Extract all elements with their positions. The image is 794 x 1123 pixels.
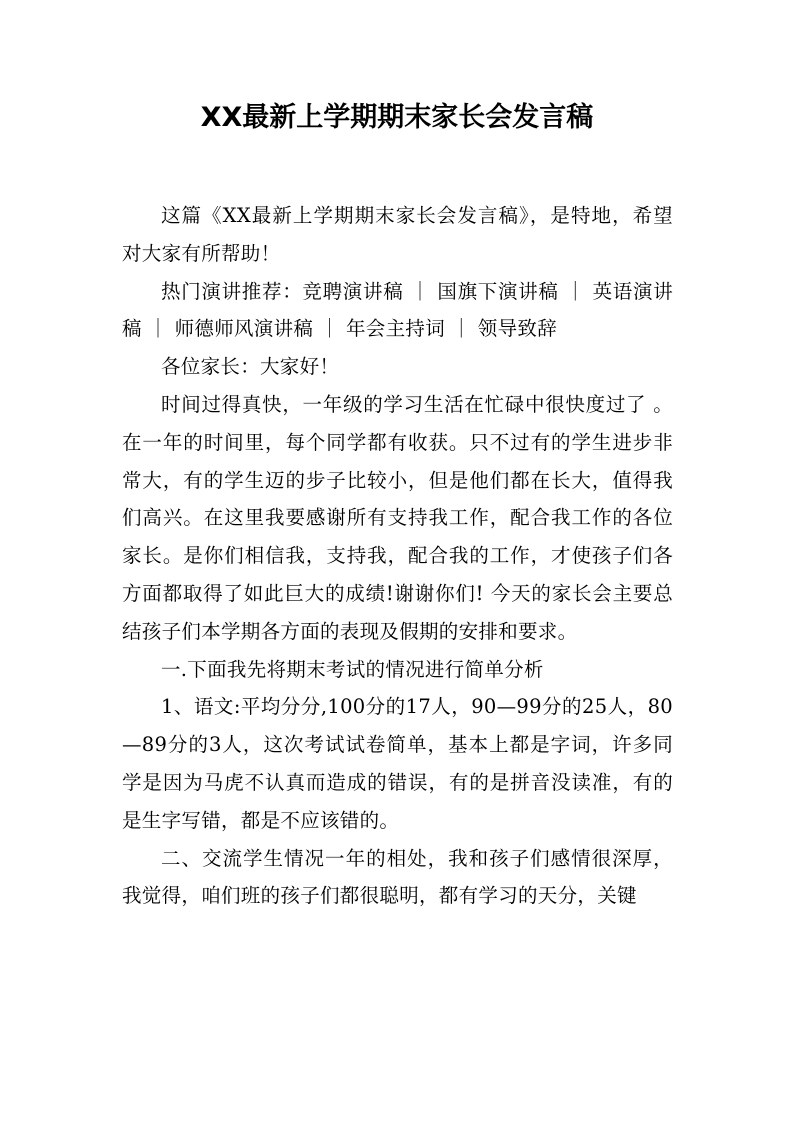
document-body [122, 197, 673, 915]
greeting-paragraph: 各位家长：大家好！ [161, 355, 340, 379]
intro-paragraph: 这篇《XX最新上学期期末家长会发言稿》，是特地，希望对大家有所帮助！ [122, 204, 673, 265]
section-heading-exam-analysis: 一.下面我先将期末考试的情况进行简单分析 [161, 657, 544, 681]
recommendations-paragraph: 热门演讲推荐：竞聘演讲稿 ｜ 国旗下演讲稿 ｜ 英语演讲稿 ｜ 师德师风演讲稿 ｜ 年会主持词 ｜ 领导致辞 [122, 279, 673, 341]
summary-paragraph: 时间过得真快，一年级的学习生活在忙碌中很快度过了 。在一年的时间里，每个同学都有收获。只不过有的学生进步非常大，有的学生迈的步子比较小，但是他们都在长大，值得我们高兴。在这里我要感谢所有支持我工作，配合我工作的各位家长。是你们相信我，支持我，配合我的工作，才使孩子们各方面都取得了如此巨大的成绩!谢谢你们! 今天的家长会主要总结孩子们本学期各方面的表现及假期的安排和要求。 [122, 392, 673, 643]
student-situation-paragraph: 二、交流学生情况一年的相处，我和孩子们感情很深厚，我觉得，咱们班的孩子们都很聪明，都有学习的天分，关键 [122, 846, 673, 908]
chinese-exam-paragraph: 1、语文:平均分分,100分的17人，90—99分的25人，80—89分的3人，这次考试试卷简单，基本上都是字词，许多同学是因为马虎不认真而造成的错误，有的是拼音没读准，有的是生字写错，都是不应该错的。 [122, 695, 673, 832]
document-title: XX最新上学期期末家长会发言稿 [200, 102, 594, 133]
